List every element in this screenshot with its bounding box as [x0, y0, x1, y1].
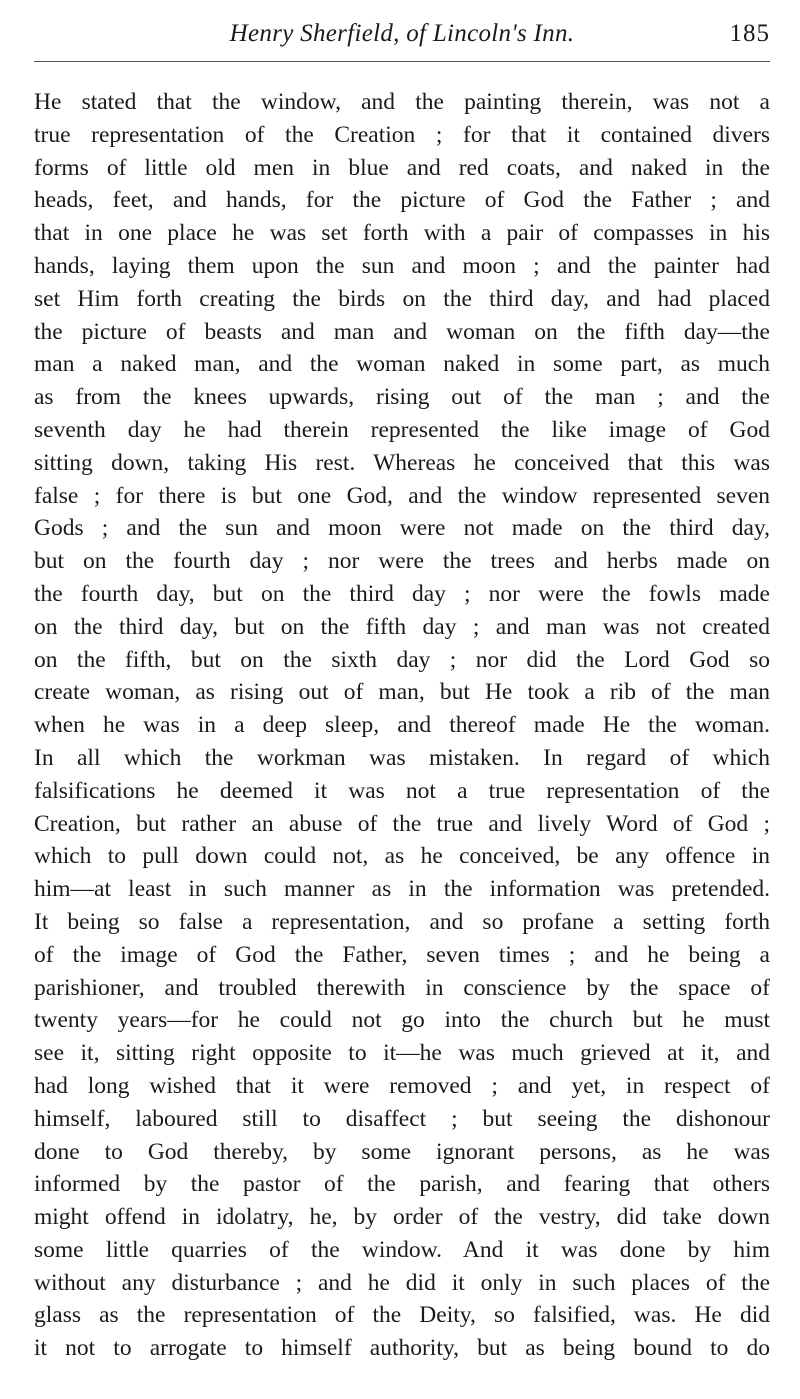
- text-line: himself, laboured still to disaffect ; but seeing the dishonour: [34, 1105, 770, 1132]
- running-title: Henry Sherfield, of Lincoln's Inn.: [229, 20, 575, 47]
- text-line: Gods ; and the sun and moon were not made on the third day,: [34, 515, 770, 542]
- text-line: sitting down, taking His rest. Whereas he conceived that this was: [34, 449, 770, 476]
- text-line: some little quarries of the window. And it was done by him: [34, 1236, 770, 1263]
- text-line: him—at least in such manner as in the information was pretended.: [34, 876, 770, 903]
- text-line: see it, sitting right opposite to it—he was much grieved at it, and: [34, 1040, 770, 1067]
- text-line: informed by the pastor of the parish, and fearing that others: [34, 1171, 770, 1198]
- text-line: that in one place he was set forth with a pair of compasses in his: [34, 220, 770, 247]
- text-line: the picture of beasts and man and woman on the fifth day—the: [34, 318, 770, 345]
- text-line: done to God thereby, by some ignorant persons, as he was: [34, 1138, 770, 1165]
- text-line: parishioner, and troubled therewith in conscience by the space of: [34, 974, 770, 1001]
- text-line: as from the knees upwards, rising out of the man ; and the: [34, 384, 770, 411]
- text-line: falsifications he deemed it was not a true representation of the: [34, 777, 770, 804]
- text-line: hands, laying them upon the sun and moon ; and the painter had: [34, 252, 770, 279]
- text-line: on the fifth, but on the sixth day ; nor did the Lord God so: [34, 646, 770, 673]
- text-line: had long wished that it were removed ; and yet, in respect of: [34, 1072, 770, 1099]
- text-line: of the image of God the Father, seven times ; and he being a: [34, 941, 770, 968]
- text-line: twenty years—for he could not go into the church but he must: [34, 1007, 770, 1034]
- text-line: It being so false a representation, and so profane a setting forth: [34, 908, 770, 935]
- body-paragraph: [34, 86, 770, 1365]
- text-line: true representation of the Creation ; for that it contained divers: [34, 121, 770, 148]
- text-line: In all which the workman was mistaken. In regard of which: [34, 744, 770, 771]
- text-line: create woman, as rising out of man, but He took a rib of the man: [34, 679, 770, 706]
- text-line: Creation, but rather an abuse of the true and lively Word of God ;: [34, 810, 770, 837]
- text-line: might offend in idolatry, he, by order of the vestry, did take down: [34, 1204, 770, 1231]
- text-line: false ; for there is but one God, and the window represented seven: [34, 482, 770, 509]
- text-line: without any disturbance ; and he did it only in such places of the: [34, 1269, 770, 1296]
- text-line: He stated that the window, and the painting therein, was not a: [34, 89, 770, 115]
- text-line: heads, feet, and hands, for the picture of God the Father ; and: [34, 187, 770, 214]
- text-line: the fourth day, but on the third day ; nor were the fowls made: [34, 580, 770, 607]
- text-line: seventh day he had therein represented the like image of God: [34, 416, 770, 443]
- text-line: forms of little old men in blue and red coats, and naked in the: [34, 154, 770, 181]
- running-head: [34, 14, 770, 54]
- text-line: set Him forth creating the birds on the third day, and had placed: [34, 285, 770, 312]
- text-line: when he was in a deep sleep, and thereof made He the woman.: [34, 712, 770, 739]
- text-line: which to pull down could not, as he conceived, be any offence in: [34, 843, 770, 870]
- text-line: but on the fourth day ; nor were the trees and herbs made on: [34, 548, 770, 575]
- text-line: man a naked man, and the woman naked in some part, as much: [34, 351, 770, 378]
- text-line: on the third day, but on the fifth day ; and man was not created: [34, 613, 770, 640]
- text-line: it not to arrogate to himself authority, but as being bound to do: [34, 1335, 770, 1362]
- header-rule: [34, 61, 770, 62]
- page-number: 185: [729, 20, 770, 47]
- text-line: glass as the representation of the Deity, so falsified, was. He did: [34, 1302, 770, 1329]
